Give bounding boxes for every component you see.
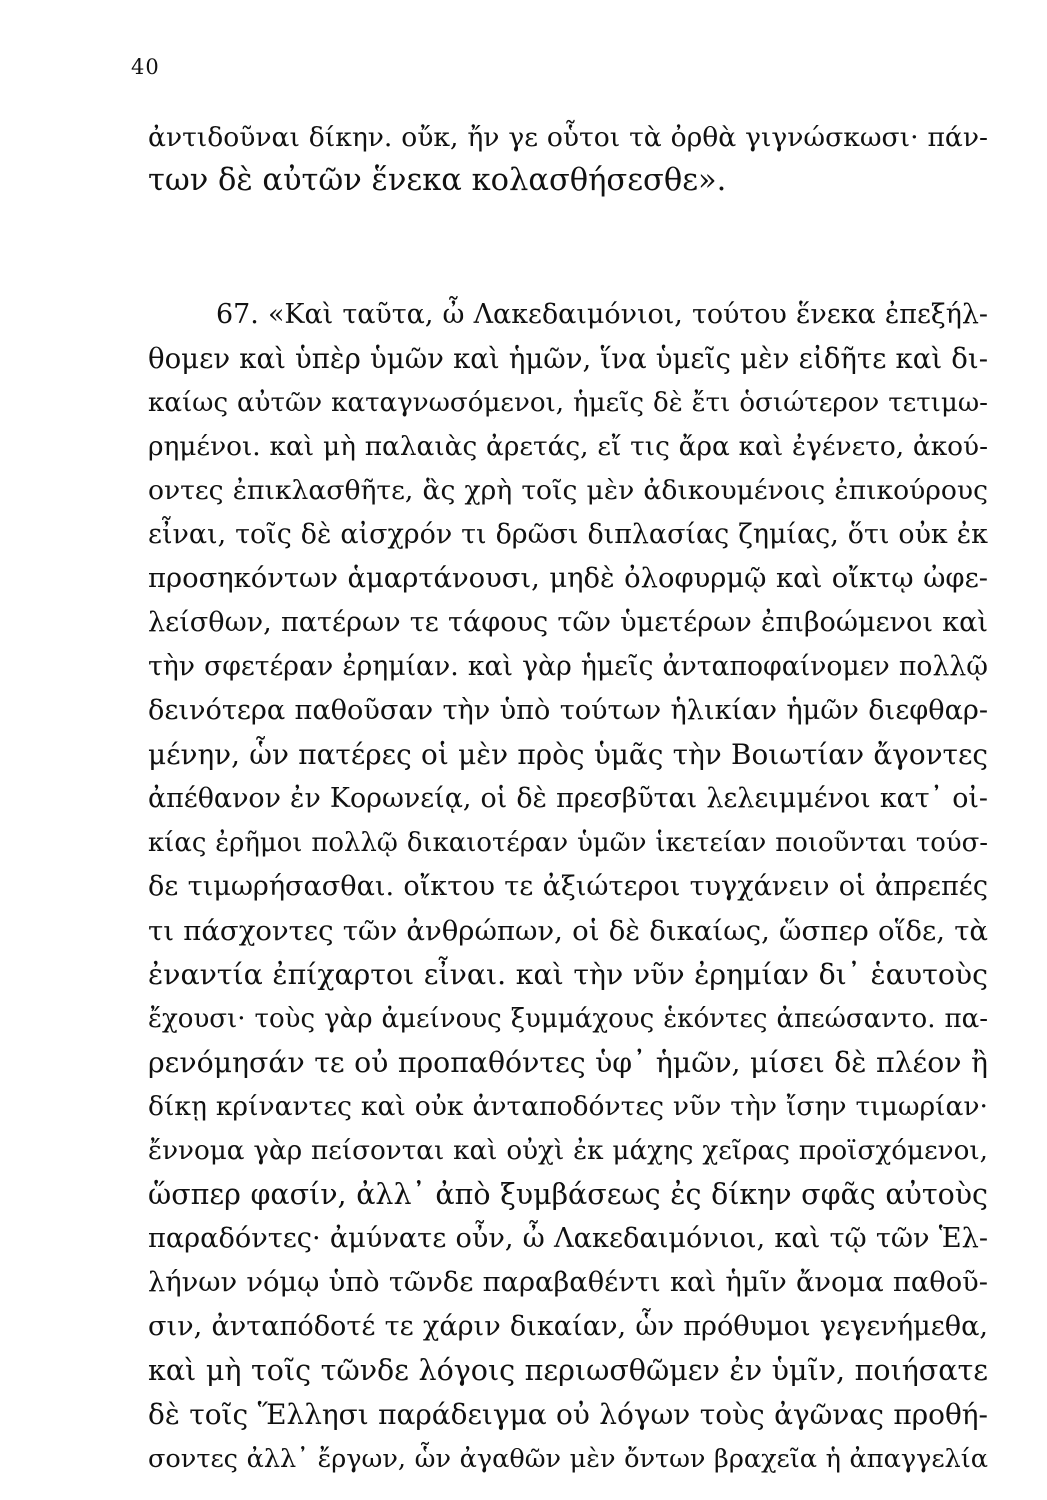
text-line: κίας ἐρῆμοι πολλῷ δικαιοτέραν ὑμῶν ἱκετείαν ποιοῦνται τούσ-: [148, 828, 988, 858]
text-line: καὶ μὴ τοῖς τῶνδε λόγοις περιωσθῶμεν ἐν ὑμῖν, ποιήσατε: [148, 1354, 988, 1387]
text-line: ὥσπερ φασίν, ἀλλ᾽ ἀπὸ ξυμβάσεως ἐς δίκην σφᾶς αὐτοὺς: [148, 1178, 988, 1211]
text-line: ἀπέθανον ἐν Κορωνείᾳ, οἱ δὲ πρεσβῦται λελειμμένοι κατ᾽ οἰ-: [148, 783, 988, 814]
text-line: των δὲ αὐτῶν ἕνεκα κολασθήσεσθε».: [148, 163, 727, 198]
text-line: δεινότερα παθοῦσαν τὴν ὑπὸ τούτων ἡλικίαν ἡμῶν διεφθαρ-: [148, 695, 988, 726]
text-line: ρημένοι. καὶ μὴ παλαιὰς ἀρετάς, εἴ τις ἄρα καὶ ἐγένετο, ἀκού-: [148, 432, 988, 462]
text-line: δε τιμωρήσασθαι. οἴκτου τε ἀξιώτεροι τυγχάνειν οἱ ἀπρεπές: [148, 871, 988, 902]
text-line: τὴν σφετέραν ἐρημίαν. καὶ γὰρ ἡμεῖς ἀνταποφαίνομεν πολλῷ: [148, 651, 988, 682]
text-line: λείσθων, πατέρων τε τάφους τῶν ὑμετέρων ἐπιβοώμενοι καὶ: [148, 607, 988, 638]
text-line: σοντες ἀλλ᾽ ἔργων, ὧν ἀγαθῶν μὲν ὄντων βραχεῖα ἡ ἀπαγγελία: [148, 1444, 988, 1474]
text-line: λήνων νόμῳ ὑπὸ τῶνδε παραβαθέντι καὶ ἡμῖν ἄνομα παθοῦ-: [148, 1267, 988, 1298]
text-line: προσηκόντων ἁμαρτάνουσι, μηδὲ ὀλοφυρμῷ καὶ οἴκτῳ ὠφε-: [148, 563, 988, 594]
text-line: δίκῃ κρίναντες καὶ οὐκ ἀνταποδόντες νῦν τὴν ἴσην τιμωρίαν·: [148, 1091, 988, 1122]
page-number: 40: [131, 55, 160, 79]
text-line: θομεν καὶ ὑπὲρ ὑμῶν καὶ ἡμῶν, ἵνα ὑμεῖς μὲν εἰδῆτε καὶ δι-: [148, 343, 988, 375]
text-line: μένην, ὧν πατέρες οἱ μὲν πρὸς ὑμᾶς τὴν Βοιωτίαν ἄγοντες: [148, 738, 988, 771]
text-line: οντες ἐπικλασθῆτε, ἃς χρὴ τοῖς μὲν ἀδικουμένοις ἐπικούρους: [148, 475, 988, 506]
text-line: καίως αὐτῶν καταγνωσόμενοι, ἡμεῖς δὲ ἔτι ὁσιώτερον τετιμω-: [148, 388, 988, 418]
text-line: ἔννομα γὰρ πείσονται καὶ οὐχὶ ἐκ μάχης χεῖρας προϊσχόμενοι,: [148, 1136, 988, 1166]
text-line: εἶναι, τοῖς δὲ αἰσχρόν τι δρῶσι διπλασίας ζημίας, ὅτι οὐκ ἐκ: [148, 519, 988, 550]
text-line: σιν, ἀνταπόδοτέ τε χάριν δικαίαν, ὧν πρόθυμοι γεγενήμεθα,: [148, 1311, 988, 1342]
text-line: δὲ τοῖς Ἕλλησι παράδειγμα οὐ λόγων τοὺς ἀγῶνας προθή-: [148, 1398, 988, 1431]
text-line: παραδόντες· ἀμύνατε οὖν, ὦ Λακεδαιμόνιοι, καὶ τῷ τῶν Ἑλ-: [148, 1223, 988, 1254]
text-line: τι πάσχοντες τῶν ἀνθρώπων, οἱ δὲ δικαίως, ὥσπερ οἵδε, τὰ: [148, 915, 988, 947]
chapter-67-first-line: 67. «Καὶ ταῦτα, ὦ Λακεδαιμόνιοι, τούτου ἕνεκα ἐπεξήλ-: [216, 299, 988, 330]
text-line: ἀντιδοῦναι δίκην. οὔκ, ἤν γε οὗτοι τὰ ὀρθὰ γιγνώσκωσι· πάν-: [148, 122, 988, 153]
text-line: ἔχουσι· τοὺς γὰρ ἀμείνους ξυμμάχους ἑκόντες ἀπεώσαντο. πα-: [148, 1004, 988, 1034]
text-line: ἐναντία ἐπίχαρτοι εἶναι. καὶ τὴν νῦν ἐρημίαν δι᾽ ἑαυτοὺς: [148, 958, 988, 991]
text-line: ρενόμησάν τε οὐ προπαθόντες ὑφ᾽ ἡμῶν, μίσει δὲ πλέον ἢ: [148, 1046, 988, 1079]
